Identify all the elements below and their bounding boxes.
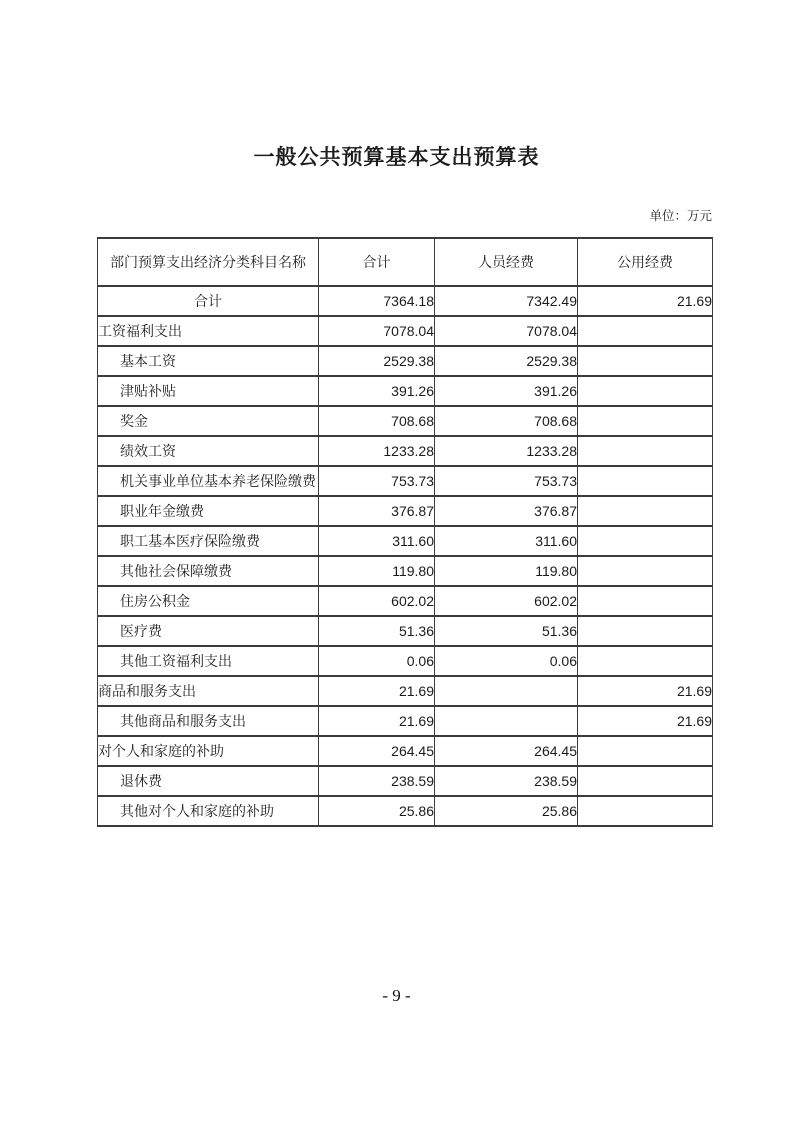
row-category-name: 商品和服务支出 bbox=[98, 676, 319, 706]
row-value-total: 708.68 bbox=[319, 406, 435, 436]
row-value-personnel: 602.02 bbox=[435, 586, 578, 616]
col-header-category: 部门预算支出经济分类科目名称 bbox=[98, 238, 319, 286]
table-row bbox=[98, 346, 713, 376]
table-row bbox=[98, 616, 713, 646]
row-value-public bbox=[578, 346, 713, 376]
row-value-personnel: 391.26 bbox=[435, 376, 578, 406]
row-value-public bbox=[578, 586, 713, 616]
row-value-public: 21.69 bbox=[578, 286, 713, 316]
row-category-name: 工资福利支出 bbox=[98, 316, 319, 346]
page-number: - 9 - bbox=[382, 986, 411, 1005]
row-value-total: 21.69 bbox=[319, 676, 435, 706]
row-value-total: 21.69 bbox=[319, 706, 435, 736]
row-value-total: 311.60 bbox=[319, 526, 435, 556]
row-value-public bbox=[578, 406, 713, 436]
row-value-personnel: 119.80 bbox=[435, 556, 578, 586]
row-category-name: 其他商品和服务支出 bbox=[98, 706, 319, 736]
row-value-public bbox=[578, 736, 713, 766]
row-category-name: 基本工资 bbox=[98, 346, 319, 376]
table-row bbox=[98, 586, 713, 616]
row-category-name: 退休费 bbox=[98, 766, 319, 796]
page-title: 一般公共预算基本支出预算表 bbox=[253, 146, 540, 169]
row-value-public bbox=[578, 796, 713, 826]
row-value-total: 264.45 bbox=[319, 736, 435, 766]
row-value-personnel: 25.86 bbox=[435, 796, 578, 826]
row-category-name: 职工基本医疗保险缴费 bbox=[98, 526, 319, 556]
row-category-name: 机关事业单位基本养老保险缴费 bbox=[98, 466, 319, 496]
row-value-personnel: 0.06 bbox=[435, 646, 578, 676]
table-row bbox=[98, 766, 713, 796]
col-header-personnel: 人员经费 bbox=[435, 238, 578, 286]
row-value-personnel: 238.59 bbox=[435, 766, 578, 796]
row-category-name: 其他工资福利支出 bbox=[98, 646, 319, 676]
col-header-public: 公用经费 bbox=[578, 238, 713, 286]
table-row bbox=[98, 286, 713, 316]
row-value-public bbox=[578, 766, 713, 796]
table-row bbox=[98, 736, 713, 766]
row-category-name: 奖金 bbox=[98, 406, 319, 436]
table-row bbox=[98, 496, 713, 526]
row-value-total: 7078.04 bbox=[319, 316, 435, 346]
row-value-total: 119.80 bbox=[319, 556, 435, 586]
row-value-total: 238.59 bbox=[319, 766, 435, 796]
row-value-personnel bbox=[435, 676, 578, 706]
row-value-total: 376.87 bbox=[319, 496, 435, 526]
row-value-total: 7364.18 bbox=[319, 286, 435, 316]
row-category-name: 对个人和家庭的补助 bbox=[98, 736, 319, 766]
row-value-public bbox=[578, 466, 713, 496]
row-category-name: 绩效工资 bbox=[98, 436, 319, 466]
row-value-public bbox=[578, 616, 713, 646]
row-category-name: 医疗费 bbox=[98, 616, 319, 646]
table-row bbox=[98, 556, 713, 586]
row-value-personnel: 1233.28 bbox=[435, 436, 578, 466]
row-value-personnel: 753.73 bbox=[435, 466, 578, 496]
row-category-name: 合计 bbox=[98, 286, 319, 316]
row-value-personnel: 7342.49 bbox=[435, 286, 578, 316]
table-row bbox=[98, 646, 713, 676]
row-value-total: 51.36 bbox=[319, 616, 435, 646]
row-value-personnel: 311.60 bbox=[435, 526, 578, 556]
row-value-total: 1233.28 bbox=[319, 436, 435, 466]
budget-table bbox=[97, 237, 713, 827]
row-category-name: 津贴补贴 bbox=[98, 376, 319, 406]
row-value-personnel: 708.68 bbox=[435, 406, 578, 436]
row-value-public bbox=[578, 496, 713, 526]
row-value-personnel: 264.45 bbox=[435, 736, 578, 766]
unit-note: 单位：万元 bbox=[649, 209, 712, 223]
table-row bbox=[98, 436, 713, 466]
row-value-total: 602.02 bbox=[319, 586, 435, 616]
row-value-public: 21.69 bbox=[578, 676, 713, 706]
row-value-public bbox=[578, 376, 713, 406]
table-row bbox=[98, 796, 713, 826]
table-row bbox=[98, 406, 713, 436]
row-category-name: 其他社会保障缴费 bbox=[98, 556, 319, 586]
table-row bbox=[98, 526, 713, 556]
row-value-personnel bbox=[435, 706, 578, 736]
row-value-public bbox=[578, 556, 713, 586]
row-category-name: 职业年金缴费 bbox=[98, 496, 319, 526]
row-value-total: 2529.38 bbox=[319, 346, 435, 376]
row-value-total: 391.26 bbox=[319, 376, 435, 406]
row-category-name: 其他对个人和家庭的补助 bbox=[98, 796, 319, 826]
row-value-total: 0.06 bbox=[319, 646, 435, 676]
row-category-name: 住房公积金 bbox=[98, 586, 319, 616]
row-value-personnel: 51.36 bbox=[435, 616, 578, 646]
row-value-personnel: 7078.04 bbox=[435, 316, 578, 346]
row-value-public bbox=[578, 526, 713, 556]
table-row bbox=[98, 706, 713, 736]
col-header-total: 合计 bbox=[319, 238, 435, 286]
table-body bbox=[98, 286, 713, 826]
row-value-personnel: 2529.38 bbox=[435, 346, 578, 376]
row-value-public bbox=[578, 316, 713, 346]
table-row bbox=[98, 676, 713, 706]
table-header-row bbox=[98, 238, 713, 286]
row-value-personnel: 376.87 bbox=[435, 496, 578, 526]
table-row bbox=[98, 316, 713, 346]
row-value-total: 753.73 bbox=[319, 466, 435, 496]
row-value-total: 25.86 bbox=[319, 796, 435, 826]
row-value-public bbox=[578, 646, 713, 676]
table-row bbox=[98, 466, 713, 496]
row-value-public: 21.69 bbox=[578, 706, 713, 736]
row-value-public bbox=[578, 436, 713, 466]
table-row bbox=[98, 376, 713, 406]
